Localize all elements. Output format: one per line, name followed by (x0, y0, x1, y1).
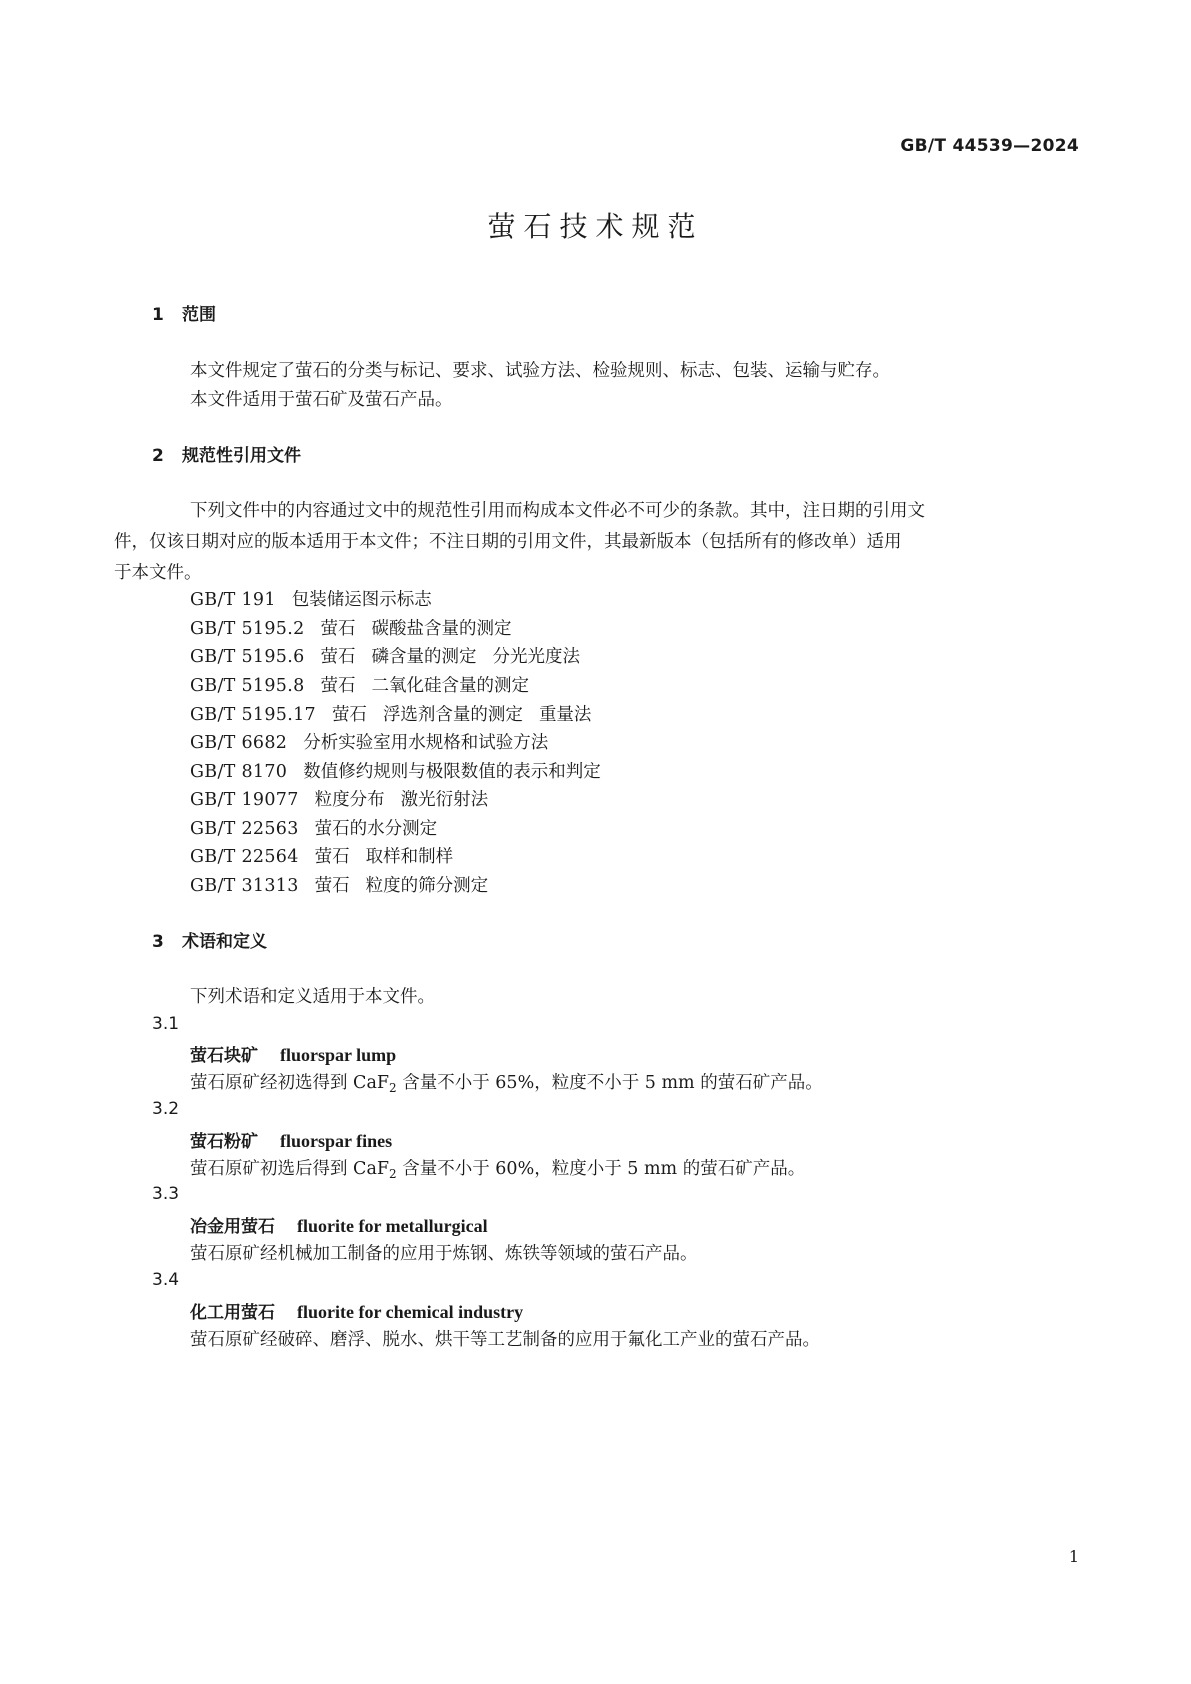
term-zh: 萤石块矿 (190, 1046, 258, 1066)
paragraph-line: 下列文件中的内容通过文中的规范性引用而构成本文件必不可少的条款。其中，注日期的引用文 (190, 501, 925, 521)
reference-item (190, 701, 591, 726)
section-title: 范围 (182, 305, 216, 325)
reference-title: 包装储运图示标志 (291, 590, 432, 610)
reference-item (190, 786, 488, 811)
reference-title: 数值修约规则与极限数值的表示和判定 (303, 762, 601, 782)
reference-code: GB/T 22564 (190, 847, 299, 867)
reference-title: 萤石 (314, 876, 350, 896)
reference-title: 二氧化硅含量的测定 (371, 676, 530, 696)
section-title: 术语和定义 (182, 932, 267, 952)
document-title: 萤石技术规范 (487, 210, 704, 243)
reference-code: GB/T 6682 (190, 733, 288, 753)
reference-title: 萤石 (320, 619, 356, 639)
reference-code: GB/T 5195.17 (190, 705, 316, 725)
term-number: 3.2 (152, 1099, 180, 1119)
reference-title: 激光衍射法 (400, 790, 489, 810)
term-zh: 萤石粉矿 (190, 1132, 258, 1152)
term-number: 3.4 (152, 1270, 180, 1290)
paragraph (114, 496, 1072, 589)
page-number: 1 (1068, 1547, 1079, 1566)
term-heading (190, 1041, 396, 1066)
reference-code: GB/T 5195.2 (190, 619, 305, 639)
reference-title: 粒度的筛分测定 (365, 876, 489, 896)
section-heading-normative-references (152, 441, 301, 466)
term-heading (190, 1127, 392, 1152)
term-definition: 萤石原矿经初选得到 CaF$_2$ 含量不小于 65%，粒度不小于 5 mm 的萤石矿产品。 (190, 1073, 823, 1095)
term-en: fluorite for metallurgical (297, 1216, 488, 1236)
term-en: fluorspar fines (280, 1131, 393, 1151)
reference-item (190, 872, 488, 897)
paragraph: 本文件适用于萤石矿及萤石产品。 (190, 390, 453, 410)
section-number: 2 (152, 446, 164, 466)
section-number: 1 (152, 305, 164, 325)
reference-title: 粒度分布 (314, 790, 385, 810)
standard-number: GB/T 44539—2024 (900, 136, 1079, 156)
reference-title: 萤石的水分测定 (314, 819, 438, 839)
reference-code: GB/T 22563 (190, 819, 299, 839)
reference-code: GB/T 8170 (190, 762, 288, 782)
section-title: 规范性引用文件 (182, 446, 301, 466)
reference-item (190, 615, 512, 640)
reference-title: 取样和制样 (365, 847, 454, 867)
reference-title: 萤石 (314, 847, 350, 867)
section-number: 3 (152, 932, 164, 952)
section-heading-terms-definitions (152, 927, 267, 952)
reference-title: 分光光度法 (492, 647, 581, 667)
paragraph: 本文件规定了萤石的分类与标记、要求、试验方法、检验规则、标志、包装、运输与贮存。 (190, 361, 890, 381)
reference-title: 萤石 (320, 676, 356, 696)
term-definition: 萤石原矿初选后得到 CaF$_2$ 含量不小于 60%，粒度小于 5 mm 的萤石矿产品。 (190, 1159, 806, 1181)
reference-item (190, 586, 432, 611)
term-heading (190, 1298, 523, 1323)
reference-code: GB/T 191 (190, 590, 276, 610)
reference-code: GB/T 5195.6 (190, 647, 305, 667)
reference-item (190, 758, 601, 783)
reference-item (190, 815, 437, 840)
term-zh: 化工用萤石 (190, 1303, 275, 1323)
term-zh: 冶金用萤石 (190, 1217, 275, 1237)
reference-code: GB/T 19077 (190, 790, 299, 810)
reference-title: 分析实验室用水规格和试验方法 (303, 733, 549, 753)
term-en: fluorspar lump (280, 1045, 397, 1065)
term-definition: 萤石原矿经机械加工制备的应用于炼钢、炼铁等领域的萤石产品。 (190, 1244, 698, 1264)
paragraph: 下列术语和定义适用于本文件。 (190, 987, 435, 1007)
term-heading (190, 1212, 488, 1237)
section-heading-scope (152, 300, 216, 325)
reference-title: 浮选剂含量的测定 (382, 705, 523, 725)
term-en: fluorite for chemical industry (297, 1302, 524, 1322)
reference-code: GB/T 31313 (190, 876, 299, 896)
reference-item (190, 843, 453, 868)
reference-title: 磷含量的测定 (371, 647, 477, 667)
term-definition: 萤石原矿经破碎、磨浮、脱水、烘干等工艺制备的应用于氟化工产业的萤石产品。 (190, 1330, 820, 1350)
reference-title: 萤石 (320, 647, 356, 667)
reference-item (190, 672, 529, 697)
reference-title: 碳酸盐含量的测定 (371, 619, 512, 639)
reference-item (190, 643, 580, 668)
term-number: 3.3 (152, 1184, 180, 1204)
reference-item (190, 729, 548, 754)
paragraph-line: 件，仅该日期对应的版本适用于本文件；不注日期的引用文件，其最新版本（包括所有的修改单）适用 (114, 532, 902, 552)
term-number: 3.1 (152, 1014, 180, 1034)
reference-code: GB/T 5195.8 (190, 676, 305, 696)
reference-title: 萤石 (331, 705, 367, 725)
paragraph-line: 于本文件。 (114, 563, 202, 583)
reference-title: 重量法 (538, 705, 592, 725)
